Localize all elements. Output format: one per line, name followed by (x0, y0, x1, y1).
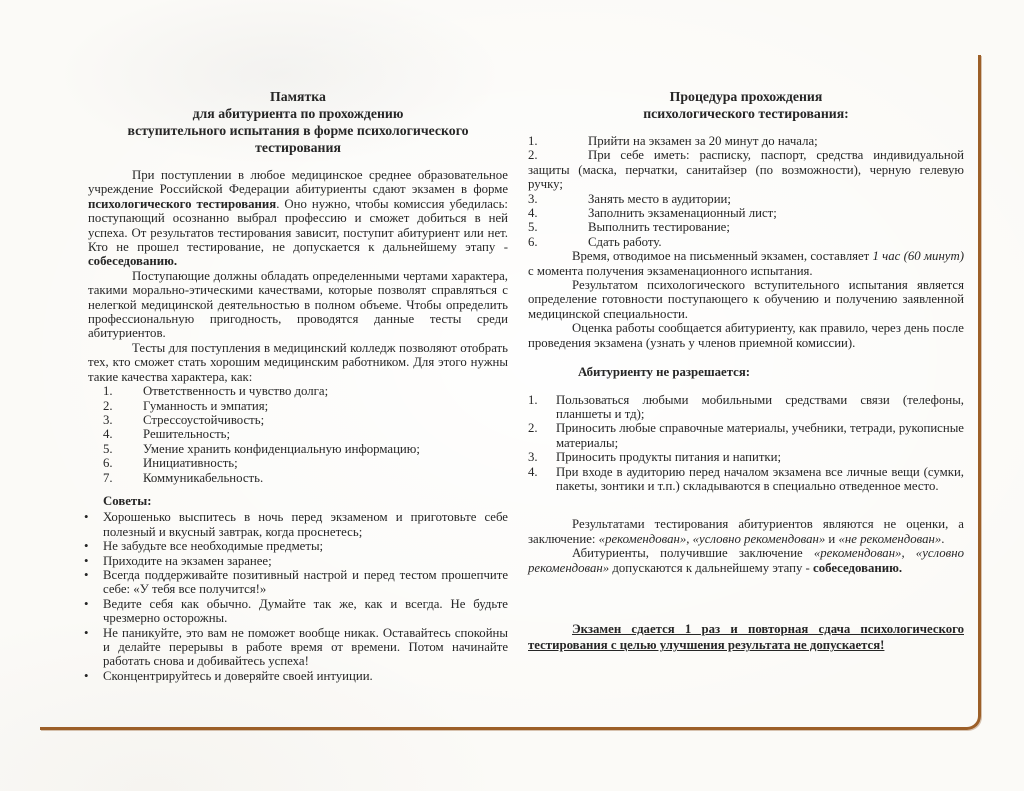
text-run: с момента получения экзаменационного испытания. (528, 263, 813, 278)
list-item (528, 393, 964, 422)
list-item (528, 206, 964, 220)
item-number: 2. (528, 148, 538, 163)
memo-title-line: для абитуриента по прохождению (192, 106, 404, 121)
text-run: При поступлении в любое медицинское среднее образовательное учреждение Российской Федерации абитуриенты сдают экзамен в форме (88, 168, 508, 197)
item-number: 3. (528, 450, 538, 465)
text-run: допускаются к дальнейшему этапу - (609, 560, 814, 575)
item-text: Умение хранить конфиденциальную информацию; (143, 441, 420, 456)
qualities-list (88, 384, 508, 485)
item-text: Коммуникабельность. (143, 470, 264, 485)
item-text: Решительность; (143, 427, 231, 442)
list-item (528, 421, 964, 450)
item-text: Приносить любые справочные материалы, учебники, тетради, рукописные материалы; (556, 421, 964, 450)
item-text: При себе иметь: расписку, паспорт, средства индивидуальной защиты (маска, перчатки, санитайзер (по возможности), черную гелевую ручку; (528, 148, 964, 192)
item-text: Занять место в аудитории; (588, 191, 731, 206)
list-item: • Всегда поддерживайте позитивный настрой и перед тестом прошепчите себе: «У тебя все получится!» (82, 568, 508, 597)
item-text: Выполнить тестирование; (588, 220, 730, 235)
item-number: 5. (103, 441, 113, 456)
final-notice (528, 621, 964, 654)
tests-paragraph: Тесты для поступления в медицинский колледж позволяют отобрать тех, кто сможет стать хорошим медицинским работником. Для этого нужны такие качества характера, как: (88, 340, 508, 384)
tips-list (82, 510, 508, 683)
list-item: • Приходите на экзамен заранее; (82, 554, 508, 568)
item-number: 2. (103, 398, 113, 413)
left-column (88, 88, 508, 683)
text-run: . Оно нужно, чтобы комиссия убедилась: поступающий осознанно выбрал профессию и сможет добиться в ней успеха. От результатов тестирования зависит, поступит абитуриент или нет. Кто не прошел тестирование, не допускается к дальнейшему этапу - (88, 196, 508, 255)
list-item (528, 192, 964, 206)
item-text: Сдать работу. (588, 234, 662, 249)
item-number: 1. (528, 134, 538, 148)
list-item (528, 235, 964, 249)
list-item (103, 413, 508, 427)
bold-text-run: психологического тестирования (88, 196, 277, 211)
item-text: Ответственность и чувство долга; (143, 384, 329, 399)
right-column (528, 88, 964, 654)
item-number: 6. (103, 456, 113, 471)
memo-title-line: тестирования (255, 140, 341, 155)
list-item: • Не забудьте все необходимые предметы; (82, 539, 508, 553)
not-allowed-heading: Абитуриенту не разрешается: (578, 365, 751, 380)
item-text: Приносить продукты питания и напитки; (556, 450, 782, 465)
underlined-text-run: Экзамен сдается 1 раз и повторная сдача психологического тестирования с целью улучшения результата не допускается! (528, 621, 964, 653)
not-allowed-list (528, 393, 964, 494)
item-text: Инициативность; (143, 456, 238, 471)
item-text: Прийти на экзамен за 20 минут до начала; (588, 134, 818, 148)
list-item: • Хорошенько выспитесь в ночь перед экзаменом и приготовьте себе полезный и вкусный завтрак, когда проснетесь; (82, 510, 508, 539)
list-item: • Не паникуйте, это вам не поможет вообще никак. Оставайтесь спокойны и делайте перерывы в работе время от времени. Потом начинайте работать снова и добивайтесь успеха! (82, 626, 508, 669)
memo-title-line: Памятка (270, 89, 326, 104)
list-item (103, 399, 508, 413)
item-text: При входе в аудиторию перед началом экзамена все личные вещи (сумки, пакеты, зонтики и т.п.) складываются в специально отведенное место. (556, 464, 964, 493)
procedure-title (528, 88, 964, 122)
italic-text-run: «не рекомендован» (838, 531, 942, 546)
bold-text-run: собеседованию. (813, 560, 903, 575)
list-item (528, 450, 964, 464)
list-item (528, 220, 964, 234)
item-number: 1. (103, 384, 113, 399)
admission-paragraph (528, 546, 964, 575)
italic-text-run: 1 час (60 минут) (872, 249, 964, 264)
item-text: Гуманность и эмпатия; (143, 398, 269, 413)
bold-text-run: собеседованию. (88, 254, 178, 269)
list-item (103, 384, 508, 398)
intro-paragraph (88, 168, 508, 269)
list-item (528, 148, 964, 191)
result-purpose-paragraph: Результатом психологического вступительного испытания является определение готовности поступающего к обучению и получению заявленной медицинской специальности. (528, 278, 964, 321)
list-item (103, 427, 508, 441)
list-item: • Ведите себя как обычно. Думайте так же, как и всегда. Не будьте чрезмерно осторожны. (82, 597, 508, 626)
item-number: 6. (528, 234, 538, 249)
italic-text-run: «рекомендован» (598, 531, 687, 546)
list-item (103, 442, 508, 456)
results-conclusion-paragraph (528, 517, 964, 546)
item-number: 5. (528, 220, 538, 235)
procedure-steps-list (528, 134, 964, 249)
list-item (103, 471, 508, 485)
tips-heading: Советы: (103, 493, 152, 508)
item-number: 4. (528, 464, 538, 479)
grade-notice-paragraph: Оценка работы сообщается абитуриенту, как правило, через день после проведения экзамена (узнать у членов приемной комиссии). (528, 321, 964, 350)
item-number: 4. (103, 427, 113, 442)
item-text: Заполнить экзаменационный лист; (588, 206, 777, 221)
item-text: Пользоваться любыми мобильными средствами связи (телефоны, планшеты и тд); (556, 392, 964, 421)
item-number: 7. (103, 470, 113, 485)
text-run: , (686, 531, 693, 546)
italic-text-run: «рекомендован», «условно рекомендован» (528, 546, 964, 575)
procedure-title-line: психологического тестирования: (643, 106, 849, 121)
item-number: 1. (528, 392, 538, 407)
text-run: Результатами тестирования абитуриентов являются не оценки, а заключение: (528, 517, 964, 546)
memo-title (88, 88, 508, 156)
italic-text-run: «условно рекомендован» (692, 531, 826, 546)
exam-time-paragraph (528, 249, 964, 278)
memo-title-line: вступительного испытания в форме психологического (127, 123, 469, 138)
item-number: 2. (528, 421, 538, 436)
item-text: Стрессоустойчивость; (143, 412, 265, 427)
item-number: 3. (528, 191, 538, 206)
text-run: и (825, 531, 839, 546)
list-item (528, 134, 964, 148)
text-run: . (941, 531, 945, 546)
text-run: Абитуриенты, получившие заключение (572, 546, 814, 561)
item-number: 3. (103, 412, 113, 427)
procedure-title-line: Процедура прохождения (669, 89, 823, 104)
character-paragraph: Поступающие должны обладать определенными чертами характера, такими морально-этическими качествами, которые позволят справляться с нелегкой медицинской деятельностью в полном объеме. Чтобы определить профессиональную пригодность, проводятся данные тесты среди абитуриентов. (88, 268, 508, 341)
list-item (528, 465, 964, 494)
item-number: 4. (528, 206, 538, 221)
list-item (103, 456, 508, 470)
text-run: Время, отводимое на письменный экзамен, составляет (572, 249, 873, 264)
list-item: • Сконцентрируйтесь и доверяйте своей интуиции. (82, 669, 508, 683)
